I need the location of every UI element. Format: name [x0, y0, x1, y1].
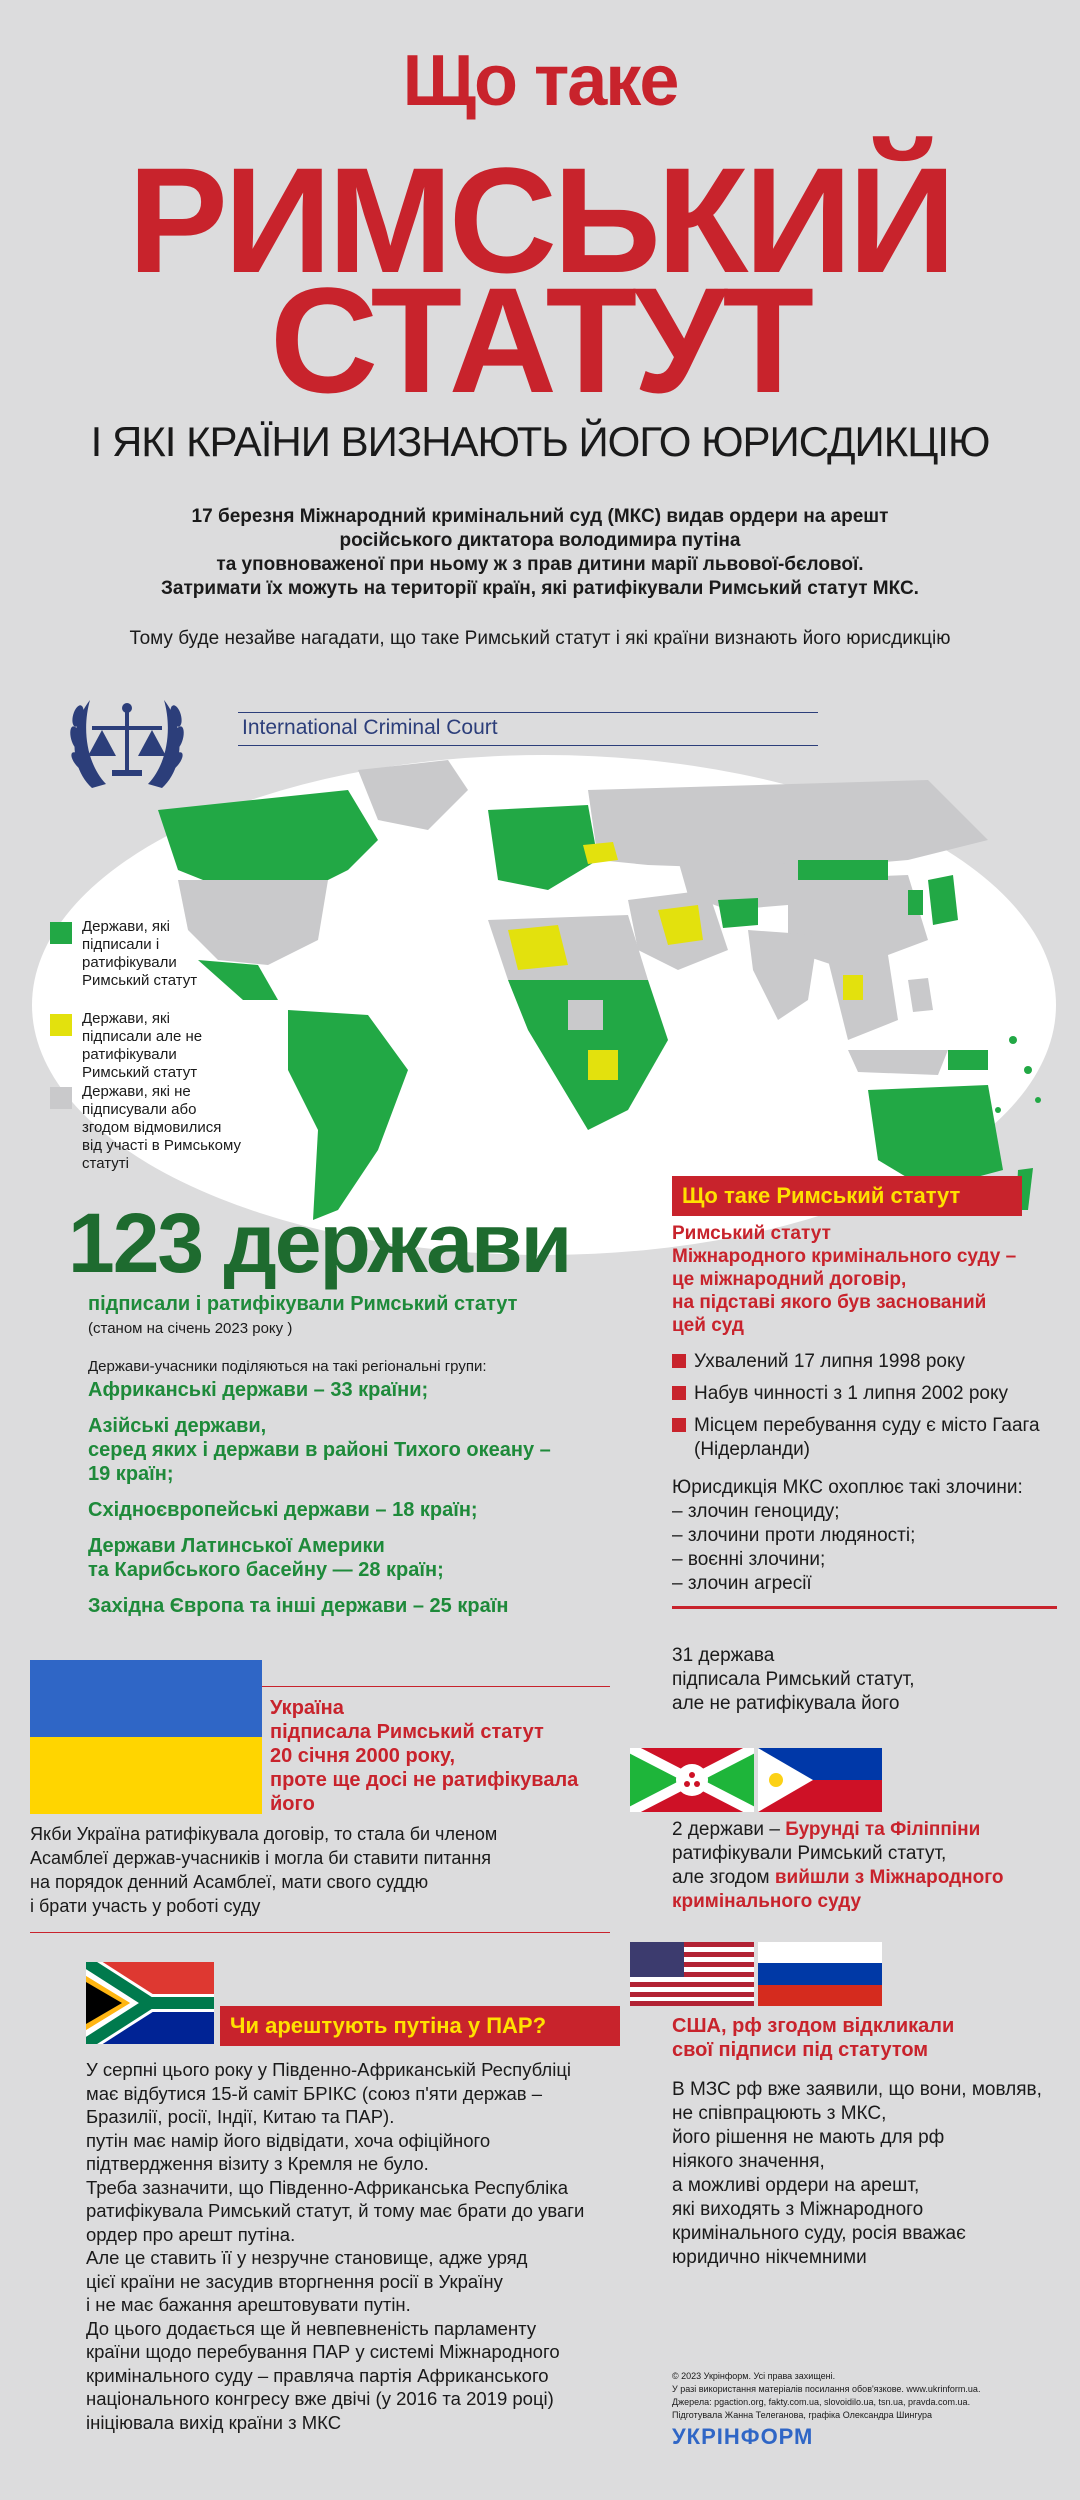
map-north-africa [488, 915, 648, 990]
philippines-flag-icon [758, 1748, 882, 1812]
sa-line: Але це ставить її у незручне становище, адже уряд [86, 2247, 528, 2268]
sa-line: путін має намір його відвідати, хоча офіційного [86, 2129, 491, 2151]
usa-russia-line: не співпрацюють з МКС, [672, 2103, 887, 2124]
bullet-text: Місцем перебування суду є місто Гаага [694, 1415, 1040, 1436]
ukraine-flag-icon [30, 1660, 262, 1814]
legend-swatch-green [50, 922, 72, 944]
divider [30, 1932, 610, 1933]
usa-russia-line: юридично нікчемними [672, 2247, 867, 2268]
legend-text: Держави, які підписали і ратифікували Римський статут [82, 918, 198, 989]
sa-line: ратифікувала Римський статут, й тому має брати до уваги [86, 2200, 585, 2221]
definition-line: Міжнародного кримінального суду – [672, 1246, 1017, 1267]
burundi-flag-icon [630, 1748, 754, 1812]
legend-text: Держави, які підписали але не ратифікували Римський статут [82, 1010, 203, 1081]
ukraine-heading-line: підписала Римський статут [270, 1721, 544, 1743]
usa-flag-icon [630, 1942, 754, 2006]
group-item: 19 країн; [88, 1463, 174, 1485]
icc-label: International Criminal Court [242, 716, 498, 739]
ukraine-heading-line: його [270, 1793, 315, 1815]
legend-text: Держави, які не підписували або згодом відмовилися від участі в Римському статуті [82, 1083, 241, 1172]
withdrew-text [672, 1818, 1072, 1914]
intro-reminder: Тому буде незайве нагадати, що таке Римський статут і які країни визнають його юрисдикцію [129, 628, 951, 649]
sa-text [86, 2058, 646, 2434]
withdrew-line: ратифікували Римський статут, [672, 1843, 947, 1864]
ukraine-text-line: Якби Україна ратифікувала договір, то стала би членом [30, 1824, 498, 1844]
crime-item: – злочини проти людяності; [672, 1525, 916, 1546]
sa-line: має відбутися 15-й саміт БРІКС (союз п'яти держав – [86, 2082, 543, 2104]
withdrew-line [672, 1866, 1072, 1890]
map-indonesia [848, 1050, 948, 1075]
divider [672, 1606, 1057, 1609]
legend-swatch-gray [50, 1087, 72, 1109]
not-ratified-line: але не ратифікувала його [672, 1693, 900, 1714]
sa-line: кримінального суду – правляча партія Африканського [86, 2364, 549, 2386]
group-item: Африканські держави – 33 країни; [88, 1379, 429, 1401]
usa-russia-heading [672, 2014, 1072, 2062]
sa-line: країни щодо перебування ПАР у системі Міжнародного [86, 2341, 560, 2362]
footer-usage: У разі використання матеріалів посилання обов'язкове. www.ukrinform.ua. [672, 2384, 981, 2394]
group-item: Держави Латинської Америки [88, 1535, 385, 1557]
withdrew-highlight: вийшли з Міжнародного [774, 1867, 1004, 1888]
what-is-bullets [672, 1350, 1072, 1462]
withdrew-line [672, 1818, 1072, 1842]
group-item: Західна Європа та інші держави – 25 країн [88, 1595, 509, 1617]
definition-line: Римський статут [672, 1223, 831, 1244]
ukraine-heading [270, 1696, 630, 1816]
intro-line: Затримати їх можуть на території країн, які ратифікували Римський статут МКС. [161, 578, 919, 599]
as-of: (станом на січень 2023 року ) [88, 1320, 293, 1337]
group-item: та Карибського басейну — 28 країн; [88, 1559, 444, 1581]
title-line1: РИМСЬКИЙ [127, 136, 953, 304]
legend-item-not-signed [50, 1083, 250, 1172]
russia-flag-icon [758, 1942, 882, 2006]
usa-russia-line: його рішення не мають для рф [672, 2127, 945, 2148]
map-png [948, 1050, 988, 1070]
sa-line: Треба зазначити, що Південно-Африканська Республіка [86, 2176, 569, 2198]
not-ratified-line: підписала Римський статут, [672, 1669, 915, 1690]
bullet-icon [672, 1354, 686, 1368]
title-line2: СТАТУТ [269, 256, 811, 424]
footer-sources: Джерела: pgaction.org, fakty.com.ua, slovoidilo.ua, tsn.ua, pravda.com.ua. [672, 2397, 971, 2407]
map-africa-yellow [508, 925, 568, 970]
legend-item-signed [50, 1010, 250, 1081]
legend-swatch-yellow [50, 1014, 72, 1036]
crime-item: – злочин агресії [672, 1573, 812, 1594]
withdrew-prefix: але згодом [672, 1867, 775, 1888]
map-afghanistan [718, 898, 758, 928]
subtitle: І ЯКІ КРАЇНИ ВИЗНАЮТЬ ЙОГО ЮРИСДИКЦІЮ [90, 418, 990, 465]
intro-line: 17 березня Міжнародний кримінальний суд (МКС) видав ордери на арешт [191, 506, 889, 527]
sa-heading: Чи арештують путіна у ПАР? [220, 2006, 620, 2046]
bullet-text: (Нідерланди) [694, 1439, 811, 1460]
usa-russia-line: В МЗС рф вже заявили, що вони, мовляв, [672, 2079, 1042, 2100]
definition-line: на підставі якого був заснований [672, 1292, 987, 1313]
map-japan [928, 875, 958, 925]
south-africa-flag-icon [86, 1962, 214, 2044]
groups-intro: Держави-учасники поділяються на такі регіональні групи: [88, 1358, 487, 1375]
footer-copyright: © 2023 Укрінформ. Усі права захищені. [672, 2371, 836, 2381]
bullet-text: Ухвалений 17 липня 1998 року [694, 1351, 965, 1372]
bullet-item [672, 1414, 1072, 1438]
not-ratified-text [672, 1644, 1052, 1716]
sa-line: і не має бажання арештовувати путін. [86, 2294, 411, 2315]
intro-line: та уповноваженої при ньому ж з прав дитини марії львової-бєлової. [216, 554, 864, 575]
ukraine-text [30, 1822, 630, 1918]
ukraine-heading-line: проте ще досі не ратифікувала [270, 1769, 579, 1791]
signed-text: підписали і ратифікували Римський статут [88, 1293, 518, 1315]
crime-item: – злочин геноциду; [672, 1501, 840, 1522]
sa-line: цієї країни не засудив вторгнення росії в Україну [86, 2270, 503, 2292]
group-item: серед яких і держави в районі Тихого океану – [88, 1439, 551, 1461]
map-korea [908, 890, 923, 915]
ukraine-heading-line: Україна [270, 1697, 344, 1719]
group-item: Азійські держави, [88, 1415, 267, 1437]
what-is-heading: Що таке Римський статут [672, 1176, 1022, 1216]
title-small: Що таке [402, 41, 678, 121]
crimes [672, 1476, 1072, 1596]
usa-russia-line: ніякого значення, [672, 2151, 825, 2172]
withdrew-highlight: Бурунді та Філіппіни [785, 1819, 981, 1840]
usa-russia-line: які виходять з Міжнародного [672, 2199, 924, 2220]
map-africa-gray [568, 1000, 603, 1030]
bullet-text: Набув чинності з 1 липня 2002 року [694, 1383, 1008, 1404]
footer [672, 2370, 1072, 2422]
ukraine-heading-line: 20 січня 2000 року, [270, 1745, 456, 1767]
bullet-item [672, 1382, 1072, 1406]
crimes-intro: Юрисдикція МКС охоплює такі злочини: [672, 1477, 1023, 1498]
map-africa-yellow2 [588, 1050, 618, 1080]
bullet-icon [672, 1386, 686, 1400]
ukrinform-logo[interactable]: УКРІНФОРМ [672, 2424, 814, 2449]
sa-line: підтвердження візиту з Кремля не було. [86, 2153, 429, 2174]
footer-credits: Підготувала Жанна Телеганова, графіка Олександра Шингура [672, 2410, 933, 2420]
not-ratified-line: 31 держава [672, 1645, 775, 1666]
intro-line: російського диктатора володимира путіна [339, 530, 741, 551]
ukraine-text-line: Асамблеї держав-учасників і могла би ставити питання [30, 1848, 492, 1868]
sa-line: Бразилії, росії, Індії, Китаю та ПАР). [86, 2106, 395, 2127]
bullet-item [672, 1350, 1072, 1374]
intro-text [80, 505, 1000, 601]
withdrew-highlight: кримінального суду [672, 1891, 862, 1912]
group-item: Східноєвропейські держави – 18 країн; [88, 1499, 478, 1521]
groups-list [88, 1378, 648, 1618]
sa-line: До цього додається ще й невпевненість парламенту [86, 2317, 537, 2339]
sa-line: У серпні цього року у Південно-Африканській Республіці [86, 2059, 572, 2080]
usa-russia-heading-line: свої підписи під статутом [672, 2039, 929, 2061]
bullet-icon [672, 1418, 686, 1432]
big-number: 123 держави [68, 1196, 571, 1290]
sa-line: національного конгресу вже двічі (у 2016 та 2019 році) [86, 2388, 554, 2409]
sa-line: ініціювала вихід країни з МКС [86, 2411, 342, 2433]
map-thailand [843, 975, 863, 1000]
map-mongolia [798, 860, 888, 880]
what-is-definition [672, 1222, 1072, 1337]
usa-russia-heading-line: США, рф згодом відкликали [672, 2015, 955, 2037]
definition-line: це міжнародний договір, [672, 1269, 907, 1290]
withdrew-prefix: 2 держави – [672, 1819, 786, 1840]
definition-line: цей суд [672, 1315, 744, 1336]
ukraine-text-line: і брати участь у роботі суду [30, 1896, 261, 1916]
ukraine-text-line: на порядок денний Асамблеї, мати свого суддю [30, 1872, 429, 1892]
legend-item-ratified [50, 918, 250, 998]
usa-russia-line: кримінального суду, росія вважає [672, 2223, 966, 2244]
usa-russia-line: а можливі ордери на арешт, [672, 2175, 920, 2196]
crime-item: – воєнні злочини; [672, 1549, 826, 1570]
usa-russia-text [672, 2078, 1072, 2270]
sa-line: ордер про арешт путіна. [86, 2223, 296, 2245]
